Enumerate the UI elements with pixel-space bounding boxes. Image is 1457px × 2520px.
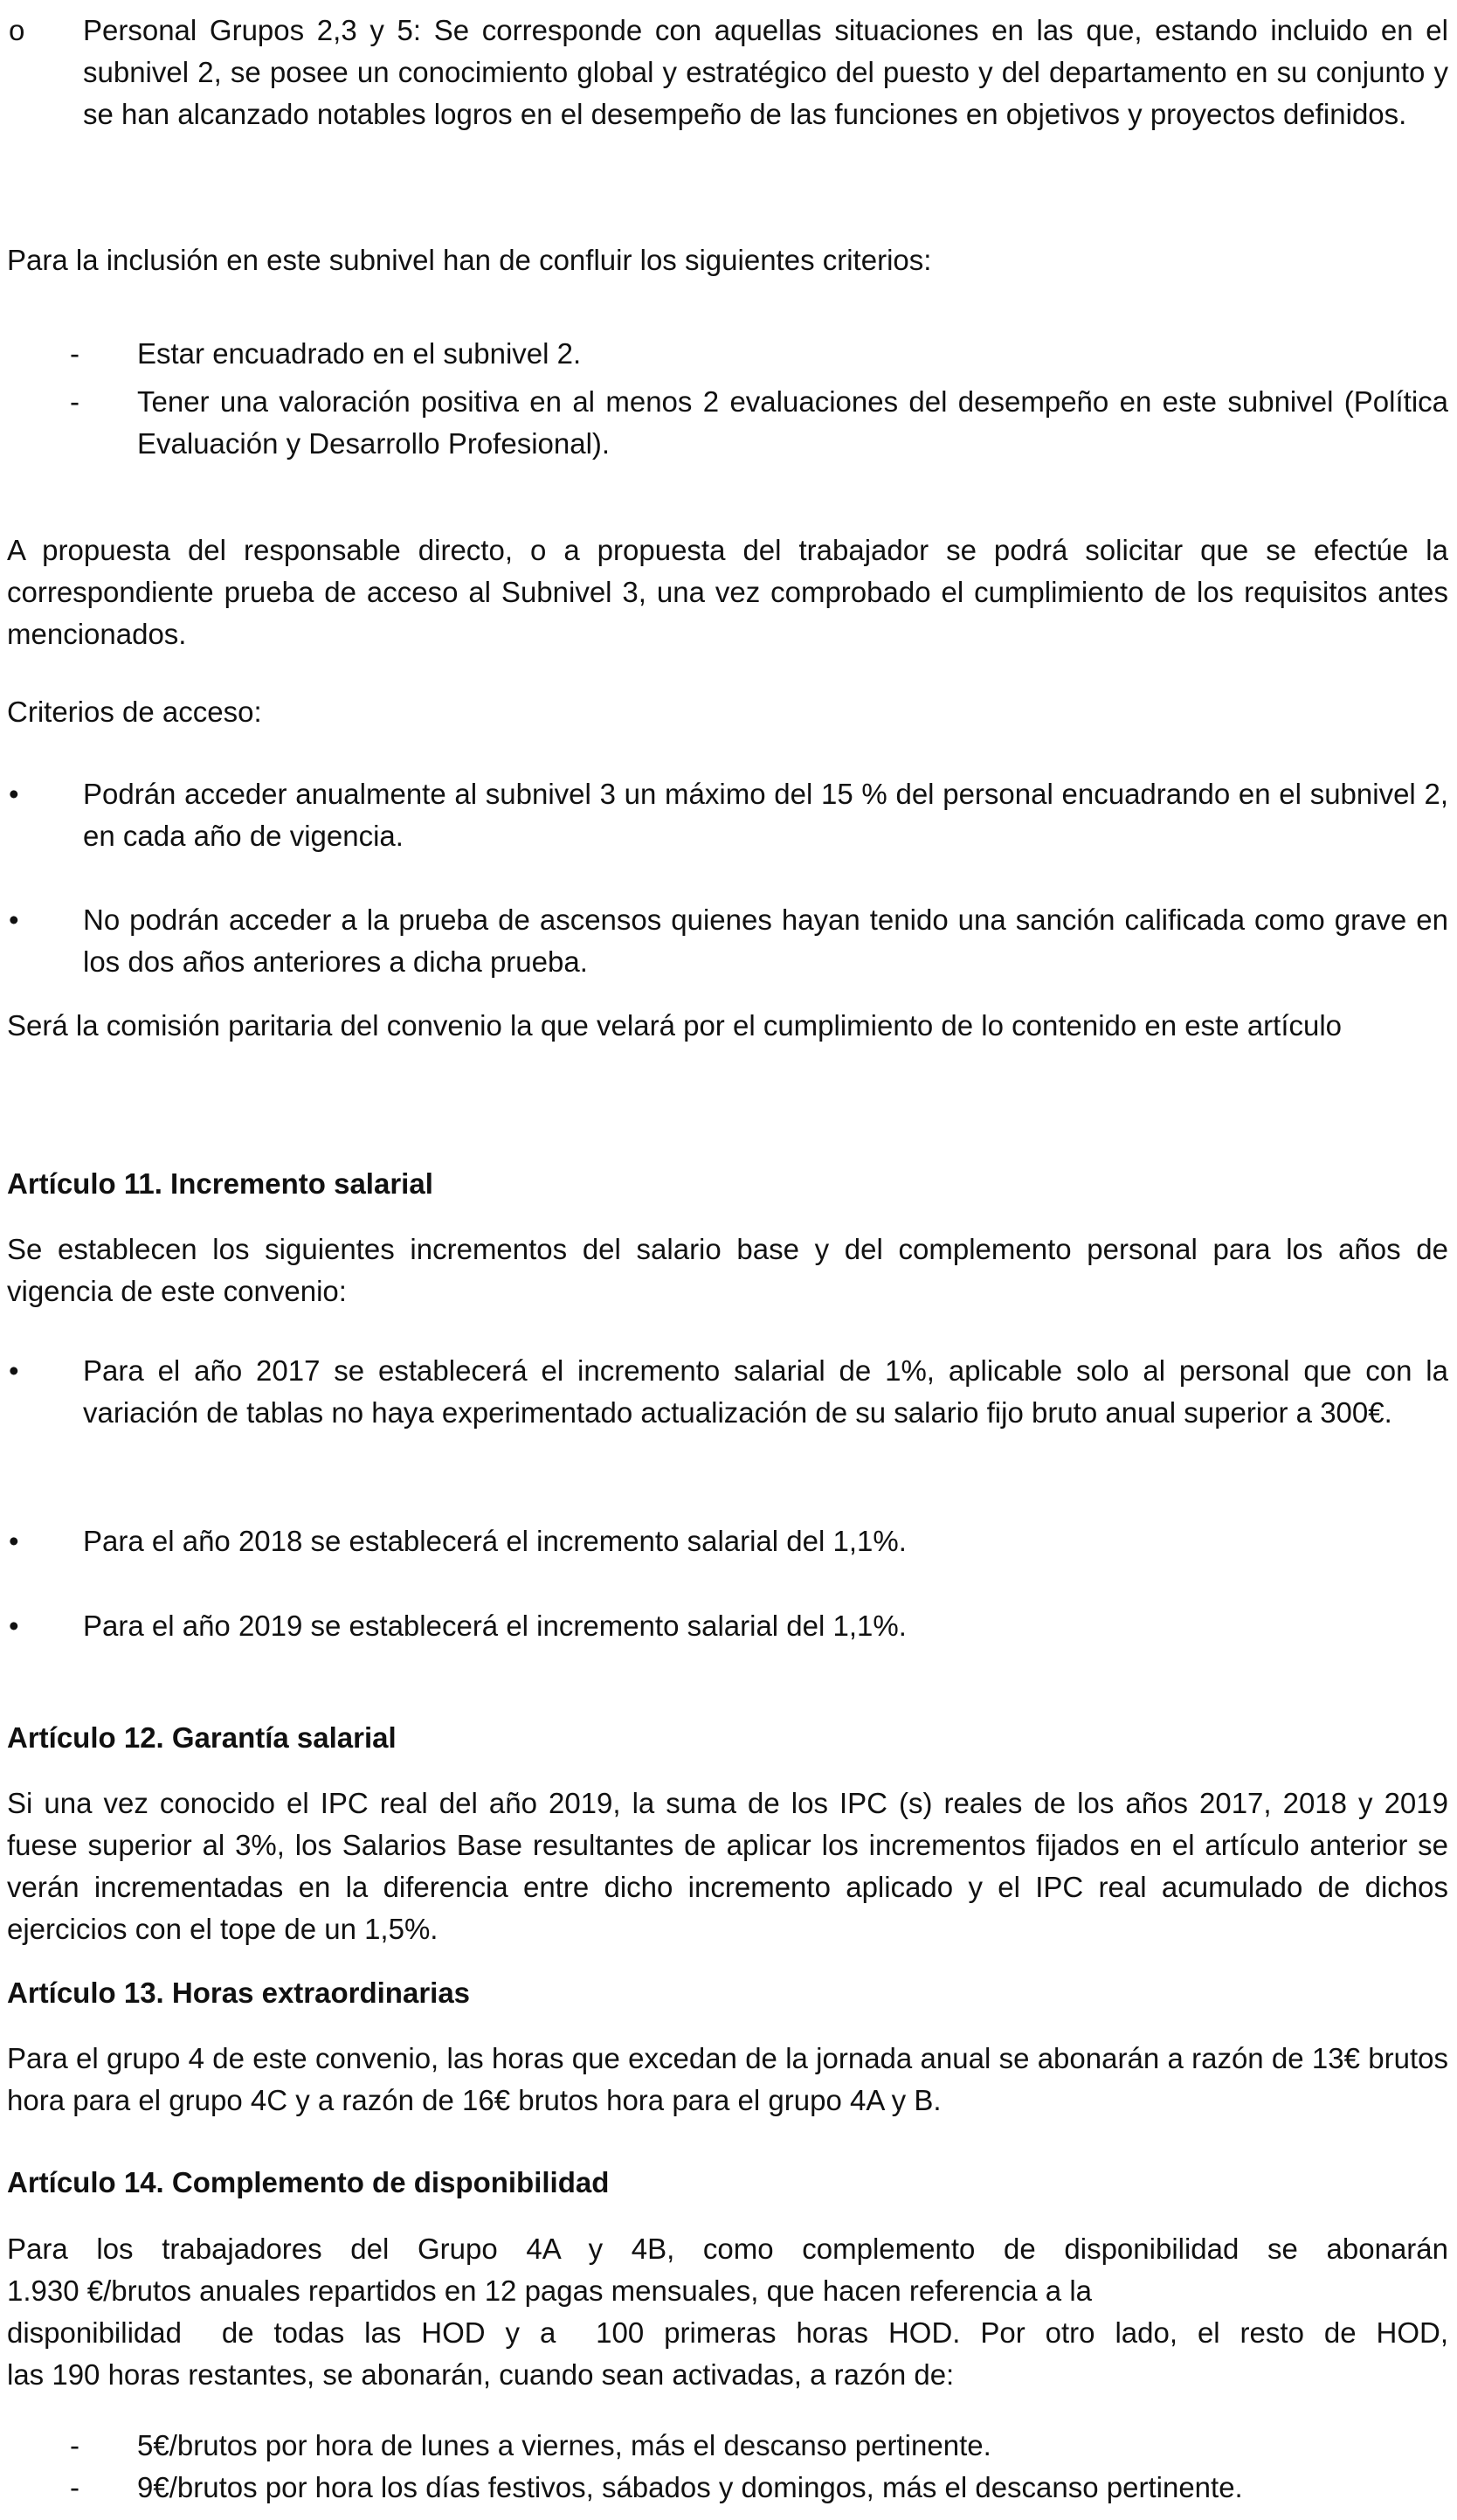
list-marker: - <box>70 2429 79 2461</box>
commission-paragraph: Será la comisión paritaria del convenio la que velará por el cumplimiento de lo contenido en este artículo <box>7 1009 1343 1042</box>
list-item-text: Estar encuadrado en el subnivel 2. <box>137 337 582 370</box>
bullet-icon: • <box>9 1525 19 1557</box>
article-11-intro: Se establecen los siguientes incrementos del salario base y del complemento personal para los años de vigencia de este convenio: <box>7 1233 1448 1307</box>
article-12-heading: Artículo 12. Garantía salarial <box>7 1721 397 1754</box>
list-item-text: 5€/brutos por hora de lunes a viernes, más el descanso pertinente. <box>137 2429 991 2461</box>
list-item-text: Personal Grupos 2,3 y 5: Se corresponde con aquellas situaciones en las que, estando incluido en el subnivel 2, se posee un conocimiento global y estratégico del puesto y del departamento en su conjunto y se han alcanzado notables logros en el desempeño de las funciones en objetivos y proyectos definidos. <box>83 14 1448 130</box>
bullet-icon: • <box>9 903 19 936</box>
list-marker: - <box>70 385 79 418</box>
article-13-body: Para el grupo 4 de este convenio, las horas que excedan de la jornada anual se abonarán a razón de 13€ brutos hora para el grupo 4C y a razón de 16€ brutos hora para el grupo 4A y B. <box>7 2042 1448 2116</box>
article-14-body <box>7 2228 1448 2396</box>
bullet-icon: • <box>9 1610 19 1642</box>
list-marker: - <box>70 2471 79 2503</box>
access-label: Criterios de acceso: <box>7 696 262 728</box>
criteria-intro: Para la inclusión en este subnivel han de confluir los siguientes criterios: <box>7 244 932 276</box>
article-13-heading: Artículo 13. Horas extraordinarias <box>7 1977 471 2009</box>
bullet-icon: • <box>9 778 19 810</box>
article-14-heading: Artículo 14. Complemento de disponibilidad <box>7 2166 610 2198</box>
article-11-heading: Artículo 11. Incremento salarial <box>7 1167 433 1200</box>
body-line: Para los trabajadores del Grupo 4A y 4B, como complemento de disponibilidad se abonarán <box>7 2233 1448 2265</box>
list-marker: o <box>9 14 25 46</box>
body-line: las 190 horas restantes, se abonarán, cuando sean activadas, a razón de: <box>7 2358 955 2391</box>
list-item-text: Podrán acceder anualmente al subnivel 3 un máximo del 15 % del personal encuadrando en el subnivel 2, en cada año de vigencia. <box>83 778 1448 852</box>
body-line: 1.930 €/brutos anuales repartidos en 12 pagas mensuales, que hacen referencia a la <box>7 2274 1093 2307</box>
list-item-text: Tener una valoración positiva en al menos 2 evaluaciones del desempeño en este subnivel (Política Evaluación y Desarrollo Profesional). <box>137 385 1448 460</box>
list-marker: - <box>70 337 79 370</box>
body-line: disponibilidad de todas las HOD y a 100 primeras horas HOD. Por otro lado, el resto de HOD, <box>7 2316 1448 2349</box>
proposal-paragraph: A propuesta del responsable directo, o a propuesta del trabajador se podrá solicitar que se efectúe la correspondiente prueba de acceso al Subnivel 3, una vez comprobado el cumplimiento de los requisitos antes mencionados. <box>7 534 1448 650</box>
article-12-body: Si una vez conocido el IPC real del año 2019, la suma de los IPC (s) reales de los años 2017, 2018 y 2019 fuese superior al 3%, los Salarios Base resultantes de aplicar los incrementos fijados en el artículo anterior se verán incrementadas en la diferencia entre dicho incremento aplicado y el IPC real acumulado de dichos ejercicios con el tope de un 1,5%. <box>7 1787 1448 1945</box>
list-item-text: Para el año 2018 se establecerá el incremento salarial del 1,1%. <box>83 1525 907 1557</box>
list-item-text: 9€/brutos por hora los días festivos, sábados y domingos, más el descanso pertinente. <box>137 2471 1243 2503</box>
list-item-text: No podrán acceder a la prueba de ascensos quienes hayan tenido una sanción calificada como grave en los dos años anteriores a dicha prueba. <box>83 903 1448 978</box>
list-item-text: Para el año 2017 se establecerá el incremento salarial de 1%, aplicable solo al personal que con la variación de tablas no haya experimentado actualización de su salario fijo bruto anual superior a 300€. <box>83 1354 1448 1429</box>
list-item-text: Para el año 2019 se establecerá el incremento salarial del 1,1%. <box>83 1610 907 1642</box>
bullet-icon: • <box>9 1354 19 1387</box>
